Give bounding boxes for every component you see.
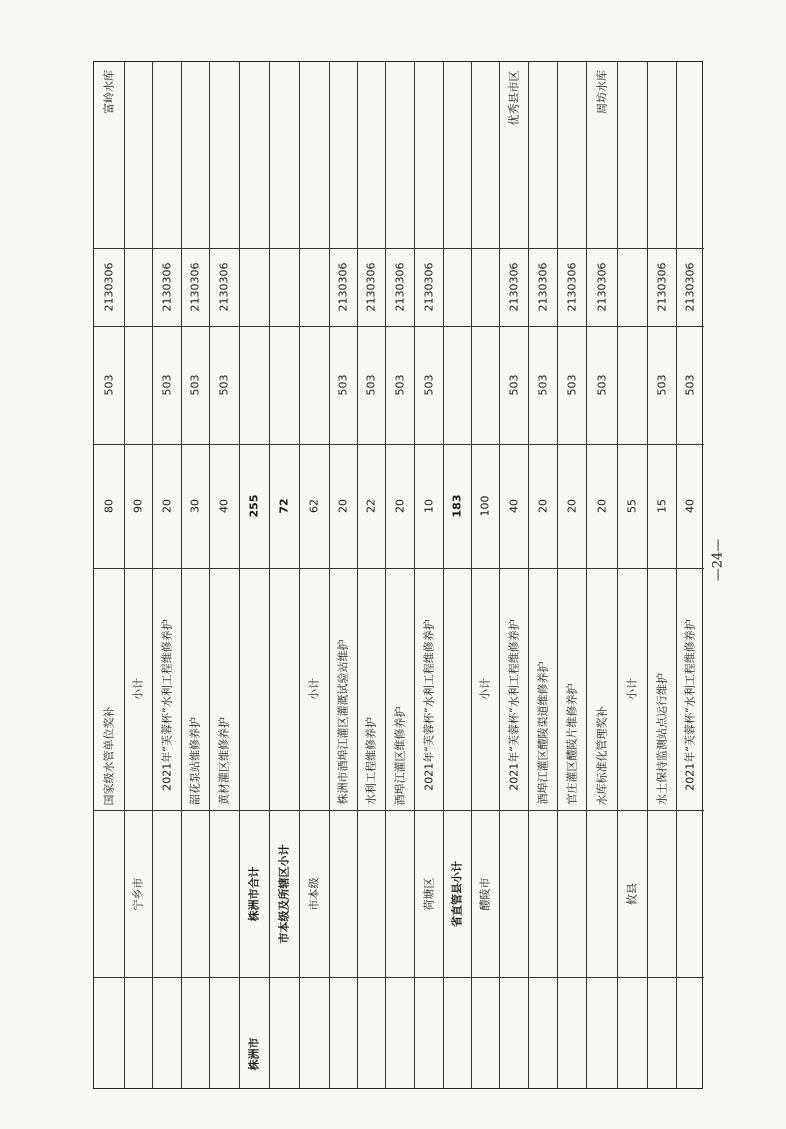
row-divider <box>499 62 500 1088</box>
row-divider <box>152 62 153 1088</box>
row-divider <box>299 62 300 1088</box>
column-divider <box>94 444 704 445</box>
row-divider <box>181 62 182 1088</box>
row-divider <box>586 62 587 1088</box>
row-divider <box>269 62 270 1088</box>
row-divider <box>471 62 472 1088</box>
row-divider <box>557 62 558 1088</box>
row-divider <box>357 62 358 1088</box>
row-divider <box>124 62 125 1088</box>
column-divider <box>94 810 704 811</box>
budget-table: 富岭水库 2130306 503 80 国家级水管单位奖补 90 小计 宁乡市 2130306 503 20 2021年“芙蓉杯”水利工程维修养护 2130306 503 30 韶花泵站维修养护 2130306 503 40 黄材灌区维修养护 255 株洲市合计 株洲市 72 市本级及所辖区小计 62 小计 市本级 2130306 503 20 株洲市酒埠江灌区灌溉试验站维护 2130306 503 22 水利工程维修养护 2130306 503 20 酒埠江灌区维修养护 2130306 503 10 2021年“芙蓉杯”水利工程维修养护 荷塘区 183 省直管县小计 100 小计 醴陵市 优秀县市区 2130306 503 40 2021年“芙蓉杯”水利工程维修养护 2130306 503 20 酒埠江灌区醴陵渠道维修养护 2130306 503 20 官庄灌区醴陵片维修养护 周坊水库 2130306 503 20 水库标准化管理奖补 55 小计 攸县 2130306 503 15 水土保持监测站点运行维护 2130306 503 40 2021年“芙蓉杯”水利工程维修养护 <box>93 61 703 1089</box>
row-divider <box>239 62 240 1088</box>
row-divider <box>528 62 529 1088</box>
row-divider <box>443 62 444 1088</box>
column-divider <box>94 248 704 249</box>
column-divider <box>94 977 704 978</box>
row-divider <box>329 62 330 1088</box>
row-divider <box>209 62 210 1088</box>
column-divider <box>94 568 704 569</box>
row-divider <box>414 62 415 1088</box>
column-divider <box>94 326 704 327</box>
row-divider <box>617 62 618 1088</box>
row-divider <box>676 62 677 1088</box>
row-divider <box>647 62 648 1088</box>
row-divider <box>385 62 386 1088</box>
